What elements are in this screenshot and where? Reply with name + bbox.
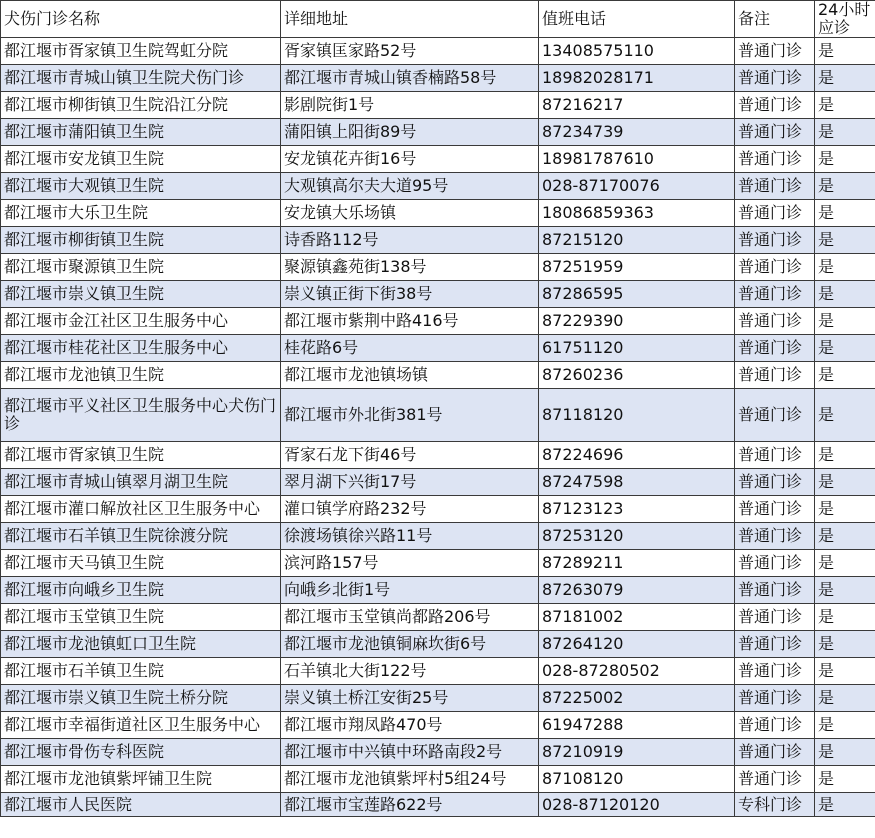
address-cell: 都江堰市青城山镇香楠路58号 xyxy=(281,65,539,92)
clinic-name-cell: 都江堰市龙池镇紫坪铺卫生院 xyxy=(1,766,281,793)
clinic-name-cell: 都江堰市安龙镇卫生院 xyxy=(1,146,281,173)
open-24h-cell: 是 xyxy=(815,766,875,793)
note-cell: 普通门诊 xyxy=(735,254,815,281)
open-24h-cell: 是 xyxy=(815,523,875,550)
note-cell: 普通门诊 xyxy=(735,362,815,389)
open-24h-cell: 是 xyxy=(815,712,875,739)
phone-cell: 028-87170076 xyxy=(539,173,735,200)
table-row xyxy=(1,65,875,92)
phone-cell: 87118120 xyxy=(539,389,735,442)
open-24h-cell: 是 xyxy=(815,335,875,362)
note-cell: 普通门诊 xyxy=(735,227,815,254)
address-cell: 胥家镇匡家路52号 xyxy=(281,38,539,65)
note-cell: 普通门诊 xyxy=(735,146,815,173)
clinic-name-cell: 都江堰市玉堂镇卫生院 xyxy=(1,604,281,631)
phone-cell: 87229390 xyxy=(539,308,735,335)
address-cell: 徐渡场镇徐兴路11号 xyxy=(281,523,539,550)
table-row xyxy=(1,335,875,362)
table-row xyxy=(1,38,875,65)
note-cell: 普通门诊 xyxy=(735,92,815,119)
table-row xyxy=(1,389,875,442)
open-24h-cell: 是 xyxy=(815,496,875,523)
note-cell: 普通门诊 xyxy=(735,281,815,308)
table-row xyxy=(1,92,875,119)
phone-cell: 13408575110 xyxy=(539,38,735,65)
table-row xyxy=(1,119,875,146)
phone-cell: 61751120 xyxy=(539,335,735,362)
open-24h-cell: 是 xyxy=(815,92,875,119)
open-24h-cell: 是 xyxy=(815,308,875,335)
phone-cell: 87263079 xyxy=(539,577,735,604)
note-cell: 普通门诊 xyxy=(735,442,815,469)
table-row xyxy=(1,685,875,712)
note-cell: 普通门诊 xyxy=(735,523,815,550)
clinic-name-cell: 都江堰市人民医院 xyxy=(1,793,281,817)
address-cell: 胥家石龙下街46号 xyxy=(281,442,539,469)
open-24h-cell: 是 xyxy=(815,200,875,227)
address-cell: 聚源镇鑫苑街138号 xyxy=(281,254,539,281)
note-cell: 普通门诊 xyxy=(735,604,815,631)
table-row xyxy=(1,739,875,766)
note-cell: 普通门诊 xyxy=(735,631,815,658)
address-cell: 石羊镇北大街122号 xyxy=(281,658,539,685)
clinic-name-cell: 都江堰市聚源镇卫生院 xyxy=(1,254,281,281)
open-24h-cell: 是 xyxy=(815,631,875,658)
table-row xyxy=(1,173,875,200)
note-cell: 普通门诊 xyxy=(735,65,815,92)
clinic-name-cell: 都江堰市胥家镇卫生院 xyxy=(1,442,281,469)
open-24h-cell: 是 xyxy=(815,739,875,766)
open-24h-cell: 是 xyxy=(815,173,875,200)
address-cell: 大观镇高尔夫大道95号 xyxy=(281,173,539,200)
clinic-name-cell: 都江堰市蒲阳镇卫生院 xyxy=(1,119,281,146)
table-row xyxy=(1,712,875,739)
clinic-name-cell: 都江堰市平义社区卫生服务中心犬伤门诊 xyxy=(1,389,281,442)
clinic-name-cell: 都江堰市青城山镇卫生院犬伤门诊 xyxy=(1,65,281,92)
table-row xyxy=(1,200,875,227)
clinic-name-cell: 都江堰市大乐卫生院 xyxy=(1,200,281,227)
note-cell: 普通门诊 xyxy=(735,712,815,739)
clinic-name-cell: 都江堰市向峨乡卫生院 xyxy=(1,577,281,604)
address-cell: 都江堰市中兴镇中环路南段2号 xyxy=(281,739,539,766)
table-row xyxy=(1,362,875,389)
phone-cell: 87210919 xyxy=(539,739,735,766)
note-cell: 普通门诊 xyxy=(735,389,815,442)
address-cell: 都江堰市玉堂镇尚都路206号 xyxy=(281,604,539,631)
header-24h: 24小时应诊 xyxy=(815,1,875,38)
open-24h-cell: 是 xyxy=(815,550,875,577)
address-cell: 都江堰市翔凤路470号 xyxy=(281,712,539,739)
table-row xyxy=(1,469,875,496)
note-cell: 普通门诊 xyxy=(735,469,815,496)
open-24h-cell: 是 xyxy=(815,146,875,173)
address-cell: 都江堰市龙池镇场镇 xyxy=(281,362,539,389)
note-cell: 普通门诊 xyxy=(735,496,815,523)
clinic-name-cell: 都江堰市崇义镇卫生院 xyxy=(1,281,281,308)
phone-cell: 87215120 xyxy=(539,227,735,254)
clinic-name-cell: 都江堰市天马镇卫生院 xyxy=(1,550,281,577)
table-row xyxy=(1,442,875,469)
table-row xyxy=(1,308,875,335)
phone-cell: 18982028171 xyxy=(539,65,735,92)
open-24h-cell: 是 xyxy=(815,685,875,712)
note-cell: 普通门诊 xyxy=(735,577,815,604)
table-row xyxy=(1,146,875,173)
note-cell: 普通门诊 xyxy=(735,335,815,362)
note-cell: 普通门诊 xyxy=(735,308,815,335)
phone-cell: 87247598 xyxy=(539,469,735,496)
clinic-name-cell: 都江堰市大观镇卫生院 xyxy=(1,173,281,200)
address-cell: 蒲阳镇上阳街89号 xyxy=(281,119,539,146)
table-row xyxy=(1,766,875,793)
note-cell: 普通门诊 xyxy=(735,685,815,712)
clinic-name-cell: 都江堰市桂花社区卫生服务中心 xyxy=(1,335,281,362)
phone-cell: 18981787610 xyxy=(539,146,735,173)
address-cell: 都江堰市紫荆中路416号 xyxy=(281,308,539,335)
address-cell: 诗香路112号 xyxy=(281,227,539,254)
note-cell: 专科门诊 xyxy=(735,793,815,817)
table-row xyxy=(1,658,875,685)
phone-cell: 87289211 xyxy=(539,550,735,577)
note-cell: 普通门诊 xyxy=(735,173,815,200)
address-cell: 崇义镇正街下街38号 xyxy=(281,281,539,308)
table-row xyxy=(1,254,875,281)
phone-cell: 87234739 xyxy=(539,119,735,146)
phone-cell: 87260236 xyxy=(539,362,735,389)
clinic-name-cell: 都江堰市柳街镇卫生院沿江分院 xyxy=(1,92,281,119)
open-24h-cell: 是 xyxy=(815,254,875,281)
table-body xyxy=(1,38,875,817)
address-cell: 都江堰市龙池镇铜麻坎街6号 xyxy=(281,631,539,658)
open-24h-cell: 是 xyxy=(815,119,875,146)
table-row xyxy=(1,631,875,658)
open-24h-cell: 是 xyxy=(815,604,875,631)
phone-cell: 87251959 xyxy=(539,254,735,281)
table-header xyxy=(1,1,875,38)
table-row xyxy=(1,523,875,550)
clinic-name-cell: 都江堰市石羊镇卫生院 xyxy=(1,658,281,685)
address-cell: 影剧院街1号 xyxy=(281,92,539,119)
table-row xyxy=(1,496,875,523)
address-cell: 向峨乡北街1号 xyxy=(281,577,539,604)
phone-cell: 87253120 xyxy=(539,523,735,550)
address-cell: 灌口镇学府路232号 xyxy=(281,496,539,523)
clinic-name-cell: 都江堰市青城山镇翠月湖卫生院 xyxy=(1,469,281,496)
open-24h-cell: 是 xyxy=(815,793,875,817)
table-row xyxy=(1,550,875,577)
phone-cell: 87286595 xyxy=(539,281,735,308)
address-cell: 崇义镇土桥江安街25号 xyxy=(281,685,539,712)
note-cell: 普通门诊 xyxy=(735,200,815,227)
address-cell: 滨河路157号 xyxy=(281,550,539,577)
table-row xyxy=(1,793,875,817)
open-24h-cell: 是 xyxy=(815,281,875,308)
header-address: 详细地址 xyxy=(281,1,539,38)
clinic-name-cell: 都江堰市柳街镇卫生院 xyxy=(1,227,281,254)
note-cell: 普通门诊 xyxy=(735,119,815,146)
table-row xyxy=(1,604,875,631)
address-cell: 都江堰市龙池镇紫坪村5组24号 xyxy=(281,766,539,793)
phone-cell: 87108120 xyxy=(539,766,735,793)
table-row xyxy=(1,281,875,308)
address-cell: 安龙镇花卉街16号 xyxy=(281,146,539,173)
clinic-name-cell: 都江堰市胥家镇卫生院驾虹分院 xyxy=(1,38,281,65)
open-24h-cell: 是 xyxy=(815,577,875,604)
clinic-name-cell: 都江堰市龙池镇虹口卫生院 xyxy=(1,631,281,658)
address-cell: 翠月湖下兴街17号 xyxy=(281,469,539,496)
phone-cell: 028-87280502 xyxy=(539,658,735,685)
note-cell: 普通门诊 xyxy=(735,38,815,65)
open-24h-cell: 是 xyxy=(815,442,875,469)
clinic-name-cell: 都江堰市骨伤专科医院 xyxy=(1,739,281,766)
phone-cell: 87123123 xyxy=(539,496,735,523)
table-row xyxy=(1,577,875,604)
phone-cell: 87216217 xyxy=(539,92,735,119)
clinic-name-cell: 都江堰市金江社区卫生服务中心 xyxy=(1,308,281,335)
open-24h-cell: 是 xyxy=(815,362,875,389)
open-24h-cell: 是 xyxy=(815,658,875,685)
note-cell: 普通门诊 xyxy=(735,739,815,766)
phone-cell: 18086859363 xyxy=(539,200,735,227)
phone-cell: 87264120 xyxy=(539,631,735,658)
note-cell: 普通门诊 xyxy=(735,766,815,793)
header-row xyxy=(1,1,875,38)
open-24h-cell: 是 xyxy=(815,65,875,92)
header-phone: 值班电话 xyxy=(539,1,735,38)
open-24h-cell: 是 xyxy=(815,469,875,496)
open-24h-cell: 是 xyxy=(815,38,875,65)
open-24h-cell: 是 xyxy=(815,227,875,254)
address-cell: 桂花路6号 xyxy=(281,335,539,362)
clinic-name-cell: 都江堰市灌口解放社区卫生服务中心 xyxy=(1,496,281,523)
phone-cell: 87181002 xyxy=(539,604,735,631)
address-cell: 安龙镇大乐场镇 xyxy=(281,200,539,227)
clinic-name-cell: 都江堰市幸福街道社区卫生服务中心 xyxy=(1,712,281,739)
clinic-name-cell: 都江堰市龙池镇卫生院 xyxy=(1,362,281,389)
clinic-name-cell: 都江堰市石羊镇卫生院徐渡分院 xyxy=(1,523,281,550)
address-cell: 都江堰市外北街381号 xyxy=(281,389,539,442)
header-note: 备注 xyxy=(735,1,815,38)
open-24h-cell: 是 xyxy=(815,389,875,442)
phone-cell: 87224696 xyxy=(539,442,735,469)
phone-cell: 87225002 xyxy=(539,685,735,712)
header-clinic-name: 犬伤门诊名称 xyxy=(1,1,281,38)
phone-cell: 028-87120120 xyxy=(539,793,735,817)
table-row xyxy=(1,227,875,254)
note-cell: 普通门诊 xyxy=(735,550,815,577)
address-cell: 都江堰市宝莲路622号 xyxy=(281,793,539,817)
phone-cell: 61947288 xyxy=(539,712,735,739)
note-cell: 普通门诊 xyxy=(735,658,815,685)
clinic-name-cell: 都江堰市崇义镇卫生院土桥分院 xyxy=(1,685,281,712)
